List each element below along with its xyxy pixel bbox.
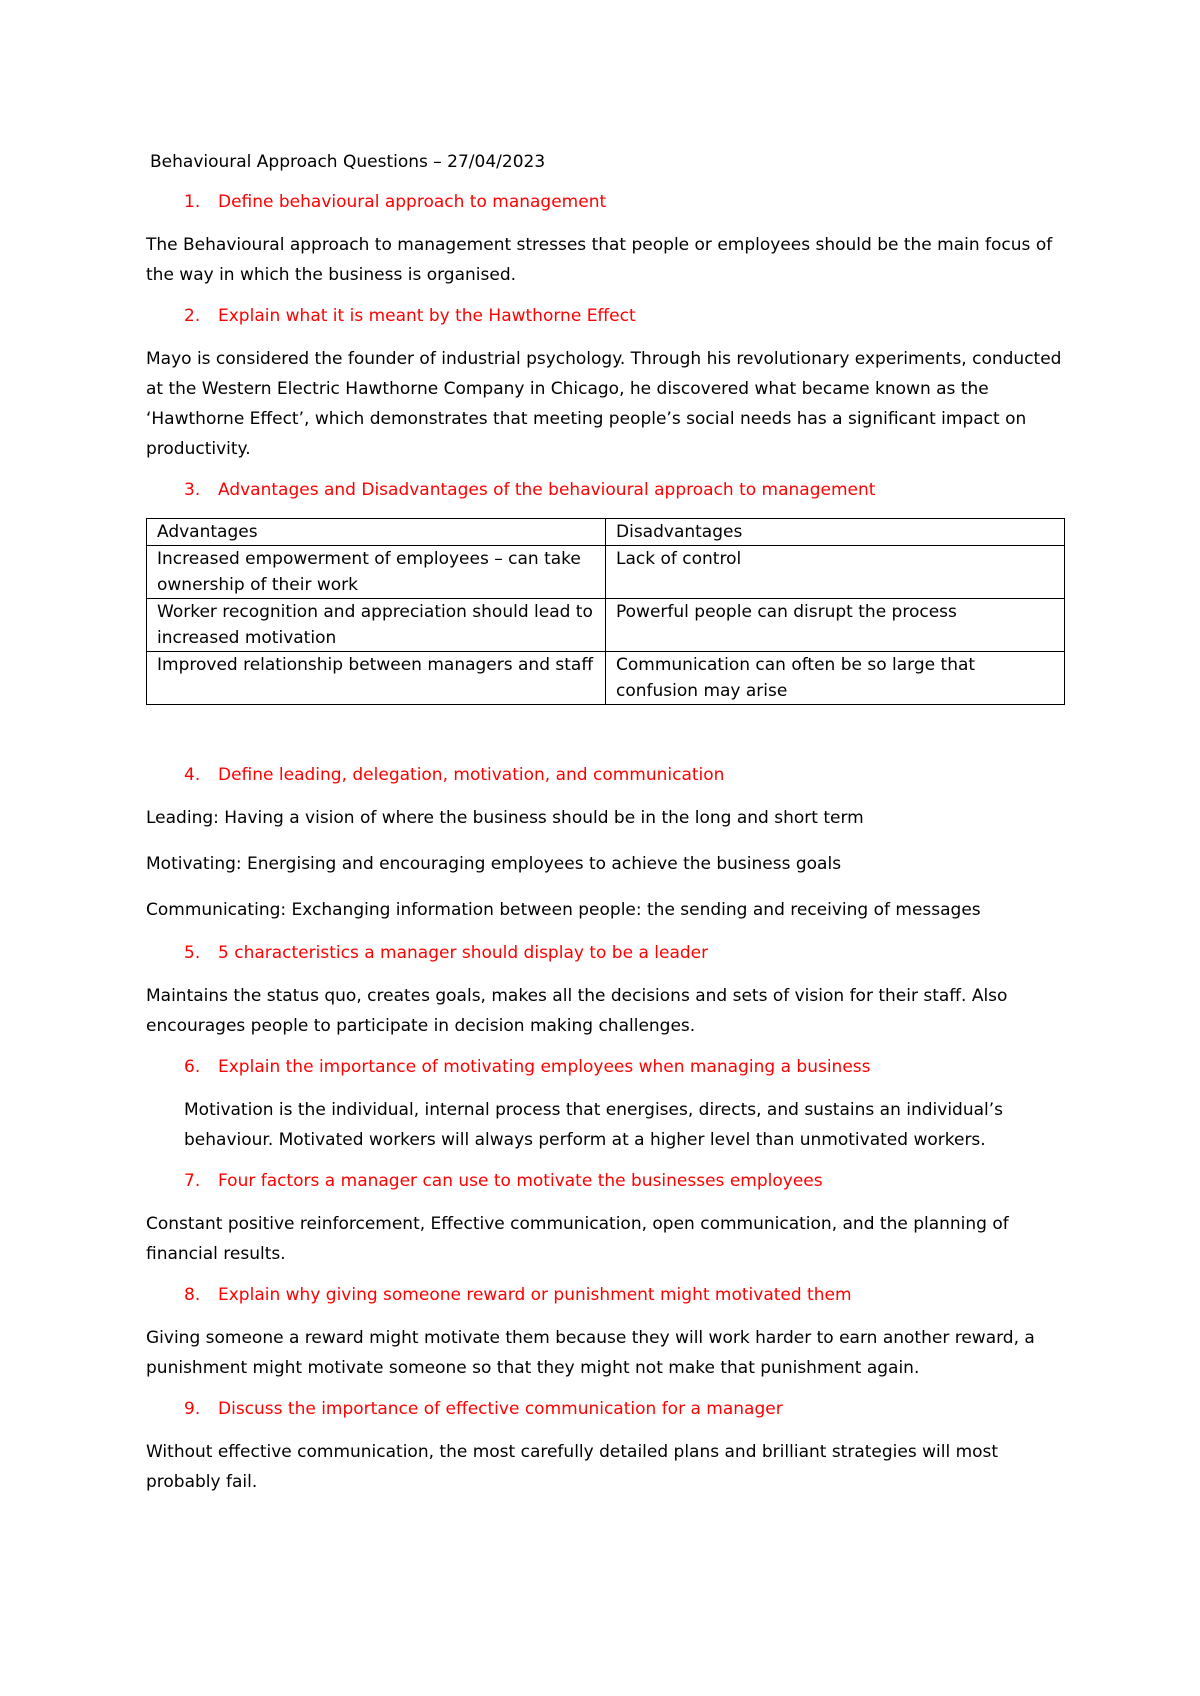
table-header-advantages: Advantages (147, 519, 606, 546)
question-5 (146, 941, 1066, 965)
question-text: Four factors a manager can use to motivate the businesses employees (218, 1171, 823, 1191)
answer-2: Mayo is considered the founder of industrial psychology. Through his revolutionary experiments, conducted at the Western Electric Hawthorne Company in Chicago, he discovered what became known as the ‘Hawthorne Effect’, which demonstrates that meeting people’s social needs has a significant impact on productivity. (146, 349, 1062, 459)
table-cell: Lack of control (606, 546, 1065, 599)
table-cell: Worker recognition and appreciation should lead to increased motivation (147, 599, 606, 652)
table-cell: Powerful people can disrupt the process (606, 599, 1065, 652)
question-number: 5. (184, 943, 201, 963)
question-number: 1. (184, 192, 201, 212)
document-page (146, 150, 1066, 1511)
question-number: 9. (184, 1399, 201, 1419)
question-number: 4. (184, 765, 201, 785)
table-cell: Increased empowerment of employees – can take ownership of their work (147, 546, 606, 599)
question-number: 2. (184, 306, 201, 326)
question-8 (146, 1283, 1066, 1307)
question-4 (146, 763, 1066, 787)
answer-4-communicating: Communicating: Exchanging information between people: the sending and receiving of messages (146, 900, 981, 920)
question-text: Discuss the importance of effective communication for a manager (218, 1399, 783, 1419)
advantages-table (146, 518, 1065, 705)
table-cell: Improved relationship between managers and staff (147, 652, 606, 705)
question-number: 7. (184, 1171, 201, 1191)
question-text: Define behavioural approach to management (218, 192, 607, 212)
answer-6: Motivation is the individual, internal process that energises, directs, and sustains an individual’s behaviour. Motivated workers will always perform at a higher level than unmotivated workers. (184, 1100, 1004, 1150)
question-number: 8. (184, 1285, 201, 1305)
table-row (147, 546, 1065, 599)
answer-7: Constant positive reinforcement, Effective communication, open communication, and the planning of financial results. (146, 1214, 1009, 1264)
question-3 (146, 478, 1066, 502)
question-6 (146, 1055, 1066, 1079)
answer-4-motivating: Motivating: Energising and encouraging employees to achieve the business goals (146, 854, 842, 874)
table-cell: Communication can often be so large that confusion may arise (606, 652, 1065, 705)
table-row (147, 652, 1065, 705)
question-text: Define leading, delegation, motivation, and communication (218, 765, 725, 785)
question-text: 5 characteristics a manager should display to be a leader (218, 943, 709, 963)
answer-9: Without effective communication, the most carefully detailed plans and brilliant strategies will most probably fail. (146, 1442, 999, 1492)
answer-1: The Behavioural approach to management stresses that people or employees should be the main focus of the way in which the business is organised. (146, 235, 1053, 285)
table-header-row (147, 519, 1065, 546)
answer-5: Maintains the status quo, creates goals, makes all the decisions and sets of vision for their staff. Also encourages people to participate in decision making challenges. (146, 986, 1008, 1036)
question-text: Explain why giving someone reward or punishment might motivated them (218, 1285, 852, 1305)
question-number: 6. (184, 1057, 201, 1077)
question-text: Advantages and Disadvantages of the behavioural approach to management (218, 480, 876, 500)
question-2 (146, 304, 1066, 328)
question-number: 3. (184, 480, 201, 500)
table-row (147, 599, 1065, 652)
document-title: Behavioural Approach Questions – 27/04/2023 (150, 152, 546, 172)
question-9 (146, 1397, 1066, 1421)
table-header-disadvantages: Disadvantages (606, 519, 1065, 546)
answer-8: Giving someone a reward might motivate them because they will work harder to earn another reward, a punishment might motivate someone so that they might not make that punishment again. (146, 1328, 1035, 1378)
question-text: Explain what it is meant by the Hawthorne Effect (218, 306, 636, 326)
question-text: Explain the importance of motivating employees when managing a business (218, 1057, 871, 1077)
answer-4-leading: Leading: Having a vision of where the business should be in the long and short term (146, 808, 864, 828)
question-7 (146, 1169, 1066, 1193)
question-1 (146, 190, 1066, 214)
